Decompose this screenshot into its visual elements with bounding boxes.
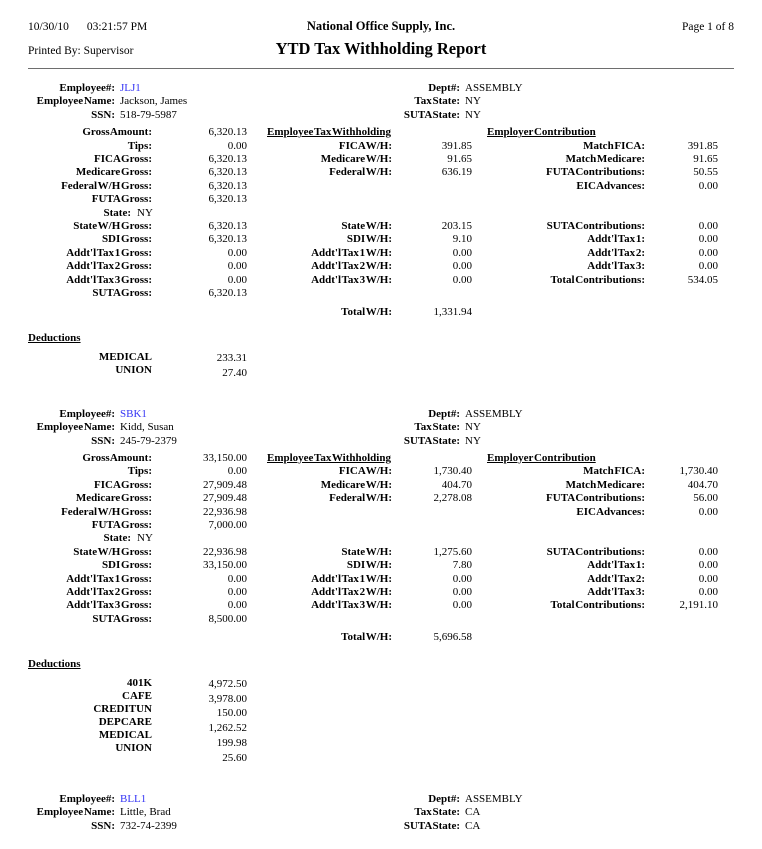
fica-wh-label: FICA W/H: [338, 139, 392, 152]
total-wh-value: 5,696.58 [433, 631, 472, 644]
tax-state-value: NY [465, 421, 481, 434]
total-contributions-value: 534.05 [687, 273, 718, 286]
deduction-amounts-column [152, 351, 247, 381]
deductions-heading: Deductions [28, 657, 81, 670]
match-fica-label: Match FICA: [583, 465, 645, 478]
printed-by-value: Supervisor [83, 45, 134, 57]
employee-block [28, 793, 734, 833]
federal-wh-gross-label: Federal W/H Gross: [61, 179, 152, 192]
row-state-wh-gross [28, 546, 734, 559]
medicare-wh-label: Medicare W/H: [320, 153, 392, 166]
addtl-tax1-value: 0.00 [698, 233, 718, 246]
tax-state-value: NY [465, 95, 481, 108]
suta-state-value: NY [465, 434, 481, 447]
addtl-tax3-gross-label: Addt'l Tax 3 Gross: [66, 599, 152, 612]
employee-tax-withholding-heading: Employee Tax Withholding [267, 451, 391, 464]
match-medicare-label: Match Medicare: [565, 153, 645, 166]
addtl-tax3-label: Addt'l Tax 3: [587, 260, 645, 273]
header-row-1 [28, 19, 734, 34]
suta-gross-value: 8,500.00 [208, 612, 247, 625]
ssn-label: SSN: [91, 434, 115, 447]
deduction-amount: 4,972.50 [208, 677, 247, 690]
addtl-tax3-gross-value: 0.00 [227, 599, 247, 612]
employee-name-label: Employee Name: [36, 806, 115, 819]
deduction-amount: 3,978.00 [208, 692, 247, 705]
addtl-tax3-label: Addt'l Tax 3: [587, 586, 645, 598]
deduction-name: MEDICAL [98, 350, 152, 363]
addtl-tax1-value: 0.00 [698, 559, 718, 572]
printed-by [28, 45, 228, 57]
deduction-amount: 27.40 [222, 366, 247, 379]
suta-state-label: SUTA State: [403, 434, 460, 447]
suta-state-value: CA [465, 819, 481, 832]
employee-tax-withholding-heading: Employee Tax Withholding [267, 126, 391, 139]
employer-contribution-heading: Employer Contribution [487, 451, 596, 464]
ssn-label: SSN: [91, 819, 115, 832]
deduction-names-column [28, 677, 152, 766]
suta-state-label: SUTA State: [403, 108, 460, 121]
header-row-2 [28, 38, 734, 59]
row-federal-wh-gross [28, 180, 734, 193]
row-suta-gross [28, 287, 734, 300]
row-state [28, 207, 734, 220]
employee-name-label: Employee Name: [36, 421, 115, 434]
tax-state-label: Tax State: [414, 95, 460, 108]
deduction-name: DEP CARE [98, 715, 152, 728]
deduction-name: MEDICAL [98, 728, 152, 741]
addtl-tax3-wh-label: Addt'l Tax 3 W/H: [311, 273, 392, 286]
suta-contributions-value: 0.00 [698, 220, 718, 233]
sdi-wh-value: 9.10 [452, 233, 472, 246]
employee-number-label: Employee#: [59, 793, 115, 806]
medicare-gross-value: 6,320.13 [208, 166, 247, 179]
deduction-amount: 199.98 [216, 737, 247, 750]
row-ssn [28, 435, 734, 448]
page-header [28, 19, 734, 69]
addtl-tax2-wh-label: Addt'l Tax 2 W/H: [311, 260, 392, 273]
state-wh-gross-value: 22,936.98 [203, 545, 247, 558]
row-fica-gross [28, 153, 734, 166]
futa-contributions-label: FUTA Contributions: [546, 492, 645, 505]
futa-gross-value: 7,000.00 [208, 518, 247, 531]
addtl-tax1-wh-value: 0.00 [452, 572, 472, 585]
total-wh-label: Total W/H: [341, 305, 392, 318]
row-addtl-tax1-gross [28, 573, 734, 586]
page-indicator: Page 1 of 8 [681, 21, 734, 33]
addtl-tax1-gross-label: Addt'l Tax 1 Gross: [66, 572, 152, 585]
report-title: YTD Tax Withholding Report [275, 39, 487, 58]
tax-state-value: CA [465, 806, 481, 819]
total-wh-label: Total W/H: [341, 631, 392, 644]
employee-name-label: Employee Name: [36, 95, 115, 108]
deduction-name: 401K [126, 676, 152, 689]
addtl-tax3-wh-label: Addt'l Tax 3 W/H: [311, 599, 392, 612]
fica-gross-label: FICA Gross: [94, 153, 152, 166]
gross-amount-value: 6,320.13 [208, 126, 247, 139]
suta-state-value: NY [465, 108, 481, 121]
medicare-wh-value: 404.70 [441, 478, 472, 491]
fica-gross-value: 27,909.48 [203, 478, 247, 491]
row-addtl-tax1-gross [28, 247, 734, 260]
row-employee-number [28, 82, 734, 95]
employee-list [28, 69, 734, 833]
tax-state-label: Tax State: [414, 806, 460, 819]
medicare-gross-label: Medicare Gross: [75, 166, 152, 179]
row-medicare-gross [28, 166, 734, 179]
deduction-amount: 233.31 [216, 351, 247, 364]
state-wh-label: State W/H: [341, 545, 392, 558]
gross-amount-value: 33,150.00 [203, 451, 247, 464]
deduction-name: UNION [115, 741, 152, 754]
printed-by-label: Printed By: [28, 45, 81, 57]
row-suta-gross [28, 613, 734, 626]
addtl-tax2-value: 0.00 [698, 246, 718, 259]
federal-wh-gross-value: 6,320.13 [208, 179, 247, 192]
addtl-tax2-label: Addt'l Tax 2: [587, 246, 645, 259]
dept-label: Dept#: [428, 793, 460, 806]
row-state-wh-gross [28, 220, 734, 233]
row-fica-gross [28, 479, 734, 492]
medicare-gross-value: 27,909.48 [203, 492, 247, 505]
state-wh-value: 203.15 [441, 220, 472, 233]
deductions-list [28, 351, 734, 381]
ssn-label: SSN: [91, 108, 115, 121]
fica-wh-value: 391.85 [441, 139, 472, 152]
addtl-tax1-label: Addt'l Tax 1: [587, 559, 645, 572]
futa-gross-value: 6,320.13 [208, 193, 247, 206]
futa-gross-label: FUTA Gross: [91, 518, 152, 531]
row-state [28, 532, 734, 545]
gross-amount-label: Gross Amount: [82, 126, 152, 139]
row-addtl-tax3-gross [28, 599, 734, 612]
futa-contributions-label: FUTA Contributions: [546, 166, 645, 179]
ssn-value: 732-74-2399 [120, 819, 177, 832]
employee-number-link[interactable]: JLJ1 [120, 82, 141, 94]
employee-number-label: Employee#: [59, 407, 115, 420]
match-fica-value: 1,730.40 [679, 465, 718, 478]
eic-advances-value: 0.00 [698, 505, 718, 518]
addtl-tax2-value: 0.00 [698, 572, 718, 585]
ssn-value: 518-79-5987 [120, 108, 177, 121]
addtl-tax1-wh-value: 0.00 [452, 246, 472, 259]
addtl-tax2-wh-value: 0.00 [452, 260, 472, 273]
suta-state-label: SUTA State: [403, 819, 460, 832]
futa-contributions-value: 50.55 [693, 166, 718, 179]
tips-value: 0.00 [227, 139, 247, 152]
tips-label: Tips: [127, 465, 152, 478]
fica-wh-value: 1,730.40 [433, 465, 472, 478]
addtl-tax3-value: 0.00 [698, 260, 718, 273]
suta-gross-value: 6,320.13 [208, 287, 247, 300]
employee-name-value: Kidd, Susan [120, 421, 174, 434]
medicare-wh-label: Medicare W/H: [320, 478, 392, 491]
dept-value: ASSEMBLY [465, 793, 523, 806]
addtl-tax3-gross-label: Addt'l Tax 3 Gross: [66, 273, 152, 286]
row-employee-name [28, 95, 734, 108]
medicare-gross-label: Medicare Gross: [75, 492, 152, 505]
dept-label: Dept#: [428, 82, 460, 94]
row-tips [28, 140, 734, 153]
sdi-wh-value: 7.80 [452, 559, 472, 572]
addtl-tax3-value: 0.00 [698, 586, 718, 598]
dept-label: Dept#: [428, 407, 460, 420]
match-fica-value: 391.85 [687, 139, 718, 152]
deduction-amount: 1,262.52 [208, 722, 247, 735]
addtl-tax1-gross-value: 0.00 [227, 572, 247, 585]
addtl-tax3-gross-value: 0.00 [227, 273, 247, 286]
employee-block [28, 82, 734, 381]
deduction-amounts-column [152, 677, 247, 766]
deduction-name: CAFE [122, 689, 152, 702]
row-federal-wh-gross [28, 506, 734, 519]
tax-state-label: Tax State: [414, 421, 460, 434]
sdi-wh-label: SDI W/H: [346, 559, 392, 572]
row-tips [28, 465, 734, 478]
row-employee-number [28, 793, 734, 806]
fica-gross-label: FICA Gross: [94, 478, 152, 491]
addtl-tax2-label: Addt'l Tax 2: [587, 572, 645, 585]
addtl-tax1-wh-label: Addt'l Tax 1 W/H: [311, 572, 392, 585]
sdi-gross-value: 33,150.00 [203, 559, 247, 572]
suta-gross-label: SUTA Gross: [92, 612, 152, 625]
deduction-name: CREDITUN [93, 702, 152, 715]
addtl-tax1-gross-value: 0.00 [227, 246, 247, 259]
state-wh-label: State W/H: [341, 220, 392, 233]
row-employee-number [28, 408, 734, 421]
match-fica-label: Match FICA: [583, 139, 645, 152]
row-addtl-tax2-gross [28, 586, 734, 599]
state-value: NY [137, 532, 153, 545]
row-ssn [28, 109, 734, 122]
suta-contributions-value: 0.00 [698, 545, 718, 558]
total-contributions-label: Total Contributions: [550, 273, 645, 286]
employee-block [28, 408, 734, 766]
row-gross-amount [28, 126, 734, 139]
state-label: State: [103, 206, 131, 219]
report-time: 03:21:57 PM [86, 21, 148, 33]
deductions-heading: Deductions [28, 331, 81, 344]
report-date: 10/30/10 [28, 21, 69, 33]
addtl-tax2-gross-value: 0.00 [227, 260, 247, 273]
match-medicare-value: 91.65 [693, 153, 718, 166]
suta-contributions-label: SUTA Contributions: [546, 220, 645, 233]
futa-gross-label: FUTA Gross: [91, 193, 152, 206]
gross-amount-label: Gross Amount: [82, 451, 152, 464]
addtl-tax2-wh-label: Addt'l Tax 2 W/H: [311, 586, 392, 598]
employee-name-value: Jackson, James [120, 95, 188, 108]
row-total-wh [28, 306, 734, 319]
federal-wh-value: 636.19 [441, 166, 472, 179]
dept-value: ASSEMBLY [465, 407, 523, 420]
employee-number-label: Employee#: [59, 82, 115, 94]
deduction-name: UNION [115, 363, 152, 376]
row-gross-amount [28, 452, 734, 465]
addtl-tax1-label: Addt'l Tax 1: [587, 233, 645, 246]
tips-label: Tips: [127, 139, 152, 152]
match-medicare-label: Match Medicare: [565, 478, 645, 491]
row-employee-name [28, 421, 734, 434]
medicare-wh-value: 91.65 [447, 153, 472, 166]
ssn-value: 245-79-2379 [120, 434, 177, 447]
addtl-tax2-wh-value: 0.00 [452, 586, 472, 598]
eic-advances-label: EIC Advances: [576, 505, 645, 518]
employee-number-link[interactable]: SBK1 [120, 407, 147, 420]
deduction-amount: 150.00 [216, 707, 247, 720]
total-contributions-value: 2,191.10 [679, 599, 718, 612]
state-wh-value: 1,275.60 [433, 545, 472, 558]
state-value: NY [137, 206, 153, 219]
row-sdi-gross [28, 559, 734, 572]
sdi-wh-label: SDI W/H: [346, 233, 392, 246]
sdi-gross-label: SDI Gross: [101, 233, 152, 246]
row-ssn [28, 820, 734, 833]
addtl-tax3-wh-value: 0.00 [452, 273, 472, 286]
tips-value: 0.00 [227, 465, 247, 478]
federal-wh-gross-label: Federal W/H Gross: [61, 505, 152, 518]
employer-contribution-heading: Employer Contribution [487, 126, 596, 139]
row-addtl-tax3-gross [28, 274, 734, 287]
row-employee-name [28, 806, 734, 819]
row-medicare-gross [28, 492, 734, 505]
federal-wh-label: Federal W/H: [329, 166, 392, 179]
federal-wh-gross-value: 22,936.98 [203, 505, 247, 518]
sdi-gross-label: SDI Gross: [101, 559, 152, 572]
row-addtl-tax2-gross [28, 260, 734, 273]
state-label: State: [103, 532, 131, 545]
futa-contributions-value: 56.00 [693, 492, 718, 505]
deduction-names-column [28, 351, 152, 381]
addtl-tax2-gross-value: 0.00 [227, 586, 247, 598]
company-name: National Office Supply, Inc. [306, 19, 456, 33]
federal-wh-label: Federal W/H: [329, 492, 392, 505]
header-datetime [28, 21, 228, 33]
row-futa-gross [28, 519, 734, 532]
sdi-gross-value: 6,320.13 [208, 233, 247, 246]
addtl-tax3-wh-value: 0.00 [452, 599, 472, 612]
state-wh-gross-label: State W/H Gross: [73, 545, 152, 558]
employee-number-link[interactable]: BLL1 [120, 793, 147, 806]
match-medicare-value: 404.70 [687, 478, 718, 491]
addtl-tax2-gross-label: Addt'l Tax 2 Gross: [66, 586, 152, 598]
suta-gross-label: SUTA Gross: [92, 287, 152, 300]
dept-value: ASSEMBLY [465, 82, 523, 94]
addtl-tax1-wh-label: Addt'l Tax 1 W/H: [311, 246, 392, 259]
row-sdi-gross [28, 233, 734, 246]
federal-wh-value: 2,278.08 [433, 492, 472, 505]
eic-advances-label: EIC Advances: [576, 179, 645, 192]
employee-name-value: Little, Brad [120, 806, 171, 819]
addtl-tax2-gross-label: Addt'l Tax 2 Gross: [66, 260, 152, 273]
fica-gross-value: 6,320.13 [208, 153, 247, 166]
suta-contributions-label: SUTA Contributions: [546, 545, 645, 558]
state-wh-gross-label: State W/H Gross: [73, 220, 152, 233]
deduction-amount: 25.60 [222, 752, 247, 765]
eic-advances-value: 0.00 [698, 179, 718, 192]
row-total-wh [28, 631, 734, 644]
state-wh-gross-value: 6,320.13 [208, 220, 247, 233]
addtl-tax1-gross-label: Addt'l Tax 1 Gross: [66, 246, 152, 259]
total-contributions-label: Total Contributions: [550, 599, 645, 612]
fica-wh-label: FICA W/H: [338, 465, 392, 478]
row-futa-gross [28, 193, 734, 206]
deductions-list [28, 677, 734, 766]
total-wh-value: 1,331.94 [433, 305, 472, 318]
